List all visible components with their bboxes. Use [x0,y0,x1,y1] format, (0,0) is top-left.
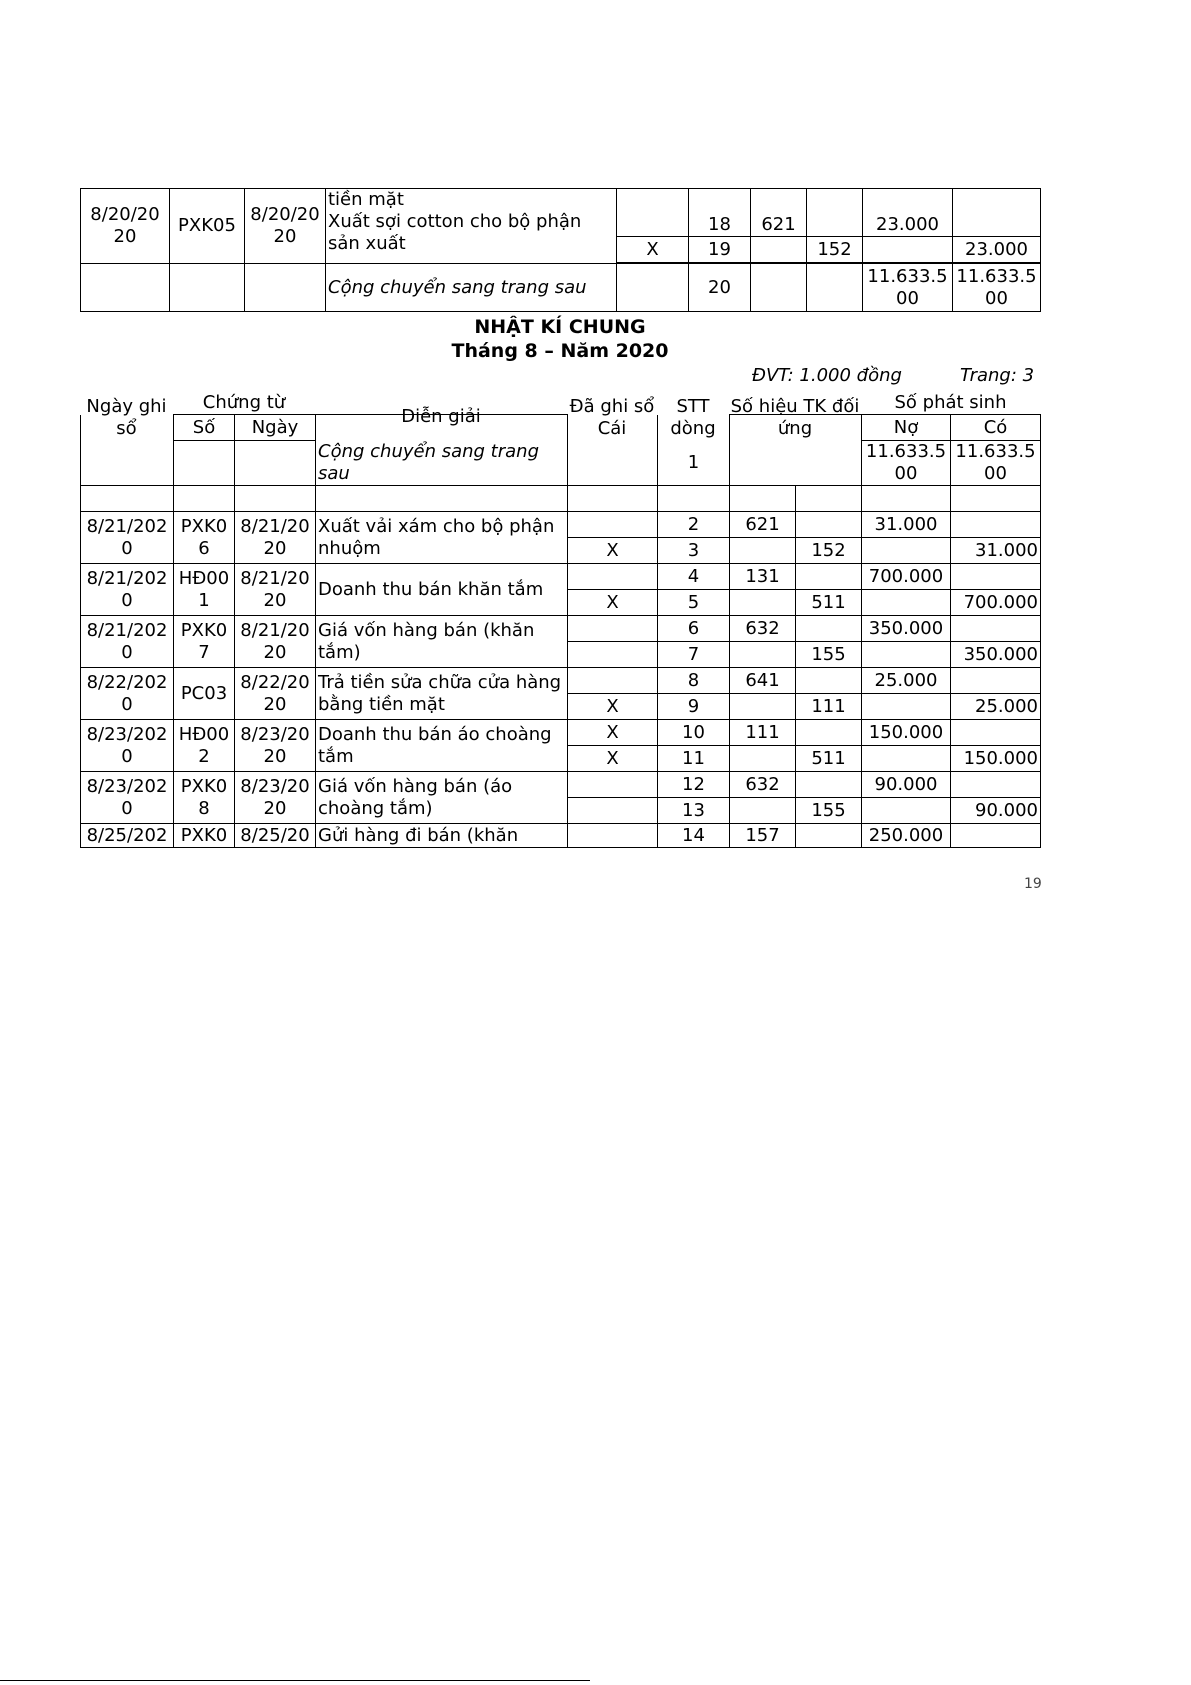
top-row-credit [953,189,1041,237]
top-row-doc-date: 8/20/20 20 [245,189,326,264]
journal-period: Tháng 8 – Năm 2020 [451,340,669,362]
entry-5b-posted: X [568,746,658,772]
entry-2-date: 8/21/202 0 [81,564,174,616]
entry-5-credit-account [796,720,862,746]
header-so: Số [174,415,235,441]
entry-7-debit: 250.000 [862,824,951,848]
entry-5-date: 8/23/202 0 [81,720,174,772]
entry-2-doc-date: 8/21/20 20 [235,564,316,616]
entry-6-debit-account: 632 [730,772,796,798]
entry-5-doc-no: HĐ00 2 [174,720,235,772]
entry-4b-credit-account: 111 [796,694,862,720]
carry-description: Cộng chuyển sang trang sau [316,441,568,486]
entry-1-doc-date: 8/21/20 20 [235,512,316,564]
top-row-credit-account [807,189,863,237]
entry-4-doc-date: 8/22/20 20 [235,668,316,720]
entry-5b-credit-account: 511 [796,746,862,772]
top-row2-posted: X [617,237,689,263]
top-row-debit-account: 621 [751,189,807,237]
carry-spacer-date [81,486,174,512]
entry-4-description: Trả tiền sửa chữa cửa hàng bằng tiền mặt [316,668,568,720]
carry-spacer-debit [862,486,951,512]
entry-7-stt: 14 [658,824,730,848]
entry-6-stt: 12 [658,772,730,798]
entry-1-posted [568,512,658,538]
entry-2b-credit-account: 511 [796,590,862,616]
entry-3-credit-account [796,616,862,642]
header-co: Có [951,415,1041,441]
entry-6b-debit-account [730,798,796,824]
entry-2b-stt: 5 [658,590,730,616]
carry-posted [568,441,658,486]
entry-2b-debit-account [730,590,796,616]
entry-3-stt: 6 [658,616,730,642]
entry-4-date: 8/22/202 0 [81,668,174,720]
main-header-tk-cell [730,415,862,441]
entry-3-doc-no: PXK0 7 [174,616,235,668]
main-header-stt-cell [658,415,730,441]
entry-7-credit [951,824,1041,848]
entry-1-doc-no: PXK0 6 [174,512,235,564]
entry-6-credit [951,772,1041,798]
entry-3-posted [568,616,658,642]
entry-2-debit: 700.000 [862,564,951,590]
entry-6b-debit [862,798,951,824]
entry-3b-debit [862,642,951,668]
carry-doc-no [174,441,235,486]
entry-7-posted [568,824,658,848]
entry-6-debit: 90.000 [862,772,951,798]
main-header-dien-giai-cell [316,415,568,441]
entry-5b-credit: 150.000 [951,746,1041,772]
entry-1b-stt: 3 [658,538,730,564]
general-journal-table [80,414,1041,848]
journal-title: NHẬT KÍ CHUNG [474,316,646,338]
entry-7-debit-account: 157 [730,824,796,848]
carry-spacer-ngay [235,486,316,512]
entry-6b-credit-account: 155 [796,798,862,824]
entry-5-doc-date: 8/23/20 20 [235,720,316,772]
top-total-doc-no [170,264,245,312]
top-row-desc-main: Xuất sợi cotton cho bộ phận sản xuất [328,211,582,254]
carry-doc-date [235,441,316,486]
entry-6-posted [568,772,658,798]
entry-4b-debit-account [730,694,796,720]
main-header-ngay-cell [81,415,174,486]
top-total-description: Cộng chuyển sang trang sau [326,264,617,312]
header-so-phat-sinh: Số phát sinh [894,392,1007,413]
entry-3b-credit-account: 155 [796,642,862,668]
entry-7-description: Gửi hàng đi bán (khăn [316,824,568,848]
entry-2-description: Doanh thu bán khăn tắm [316,564,568,616]
entry-3b-debit-account [730,642,796,668]
carry-stt: 1 [658,441,730,486]
carry-spacer-desc [316,486,568,512]
entry-5-debit-account: 111 [730,720,796,746]
header-dien-giai: Diễn giải [401,406,481,427]
top-row-stt: 18 [689,189,751,237]
carry-spacer-no [174,486,235,512]
entry-5b-stt: 11 [658,746,730,772]
entry-7-credit-account [796,824,862,848]
entry-3b-stt: 7 [658,642,730,668]
entry-2b-posted: X [568,590,658,616]
header-so-hieu-tk: Số hiệu TK đối ứng [730,396,860,439]
entry-4-credit [951,668,1041,694]
entry-4b-credit: 25.000 [951,694,1041,720]
top-total-debit-account [751,264,807,312]
top-total-credit: 11.633.5 00 [953,264,1041,312]
header-ngay-ghi-so: Ngày ghi sổ [86,396,167,439]
entry-1b-credit-account: 152 [796,538,862,564]
entry-7-date: 8/25/202 [81,824,174,848]
entry-2-posted [568,564,658,590]
entry-4-credit-account [796,668,862,694]
entry-4-posted [568,668,658,694]
entry-6b-credit: 90.000 [951,798,1041,824]
entry-1-description: Xuất vải xám cho bộ phận nhuộm [316,512,568,564]
previous-page-table [80,188,1041,312]
entry-5-posted: X [568,720,658,746]
entry-7-doc-date: 8/25/20 [235,824,316,848]
top-row-debit: 23.000 [863,189,953,237]
entry-6-doc-no: PXK0 8 [174,772,235,824]
top-row-description [326,189,617,264]
footer-rule [0,1680,590,1681]
entry-1b-debit [862,538,951,564]
journal-page: Trang: 3 [960,365,1035,386]
carry-credit: 11.633.5 00 [951,441,1041,486]
top-row2-debit-account [751,237,807,263]
carry-accounts [730,441,862,486]
top-row2-stt: 19 [689,237,751,263]
header-ngay: Ngày [235,415,316,441]
entry-2-debit-account: 131 [730,564,796,590]
entry-6b-stt: 13 [658,798,730,824]
entry-1-stt: 2 [658,512,730,538]
top-total-stt: 20 [689,264,751,312]
entry-1-date: 8/21/202 0 [81,512,174,564]
entry-5-description: Doanh thu bán áo choàng tắm [316,720,568,772]
entry-5-stt: 10 [658,720,730,746]
entry-5b-debit [862,746,951,772]
entry-1-debit-account: 621 [730,512,796,538]
entry-4-debit-account: 641 [730,668,796,694]
top-total-doc-date [245,264,326,312]
top-total-posted [617,264,689,312]
entry-3-date: 8/21/202 0 [81,616,174,668]
entry-1-debit: 31.000 [862,512,951,538]
header-chung-tu: Chứng từ [202,392,286,413]
entry-2-doc-no: HĐ00 1 [174,564,235,616]
top-row-doc-no: PXK05 [170,189,245,264]
journal-unit: ĐVT: 1.000 đồng [752,365,902,386]
entry-3-doc-date: 8/21/20 20 [235,616,316,668]
entry-1-credit-account [796,512,862,538]
top-row2-credit-account: 152 [807,237,863,263]
top-row-desc-prev: tiền mặt [328,189,404,210]
entry-6-doc-date: 8/23/20 20 [235,772,316,824]
page-number: 19 [1024,876,1042,892]
entry-5-debit: 150.000 [862,720,951,746]
carry-spacer-tk1 [730,486,796,512]
entry-2-credit [951,564,1041,590]
carry-spacer-posted [568,486,658,512]
entry-3-debit: 350.000 [862,616,951,642]
carry-spacer-credit [951,486,1041,512]
entry-5-credit [951,720,1041,746]
entry-4b-debit [862,694,951,720]
entry-2-credit-account [796,564,862,590]
top-row-posted [617,189,689,237]
entry-4b-stt: 9 [658,694,730,720]
entry-1b-debit-account [730,538,796,564]
entry-2-stt: 4 [658,564,730,590]
carry-spacer-tk2 [796,486,862,512]
entry-2b-credit: 700.000 [951,590,1041,616]
entry-1-credit [951,512,1041,538]
entry-6-credit-account [796,772,862,798]
entry-7-doc-no: PXK0 [174,824,235,848]
entry-4-debit: 25.000 [862,668,951,694]
entry-3b-posted [568,642,658,668]
top-total-date [81,264,170,312]
entry-5b-debit-account [730,746,796,772]
top-row2-debit [863,237,953,263]
entry-2b-debit [862,590,951,616]
entry-6-date: 8/23/202 0 [81,772,174,824]
entry-6-description: Giá vốn hàng bán (áo choàng tắm) [316,772,568,824]
entry-1b-posted: X [568,538,658,564]
entry-3-credit [951,616,1041,642]
top-total-debit: 11.633.5 00 [863,264,953,312]
header-da-ghi-so-cai: Đã ghi sổ Cái [569,396,655,439]
entry-4b-posted: X [568,694,658,720]
top-total-credit-account [807,264,863,312]
entry-3-description: Giá vốn hàng bán (khăn tắm) [316,616,568,668]
entry-3b-credit: 350.000 [951,642,1041,668]
top-row2-credit: 23.000 [953,237,1041,263]
main-header-da-ghi-cell [568,415,658,441]
top-row-date: 8/20/20 20 [81,189,170,264]
header-stt-dong: STT dòng [670,396,716,439]
entry-3-debit-account: 632 [730,616,796,642]
entry-1b-credit: 31.000 [951,538,1041,564]
carry-spacer-stt [658,486,730,512]
entry-4-stt: 8 [658,668,730,694]
header-no: Nợ [862,415,951,441]
carry-debit: 11.633.5 00 [862,441,951,486]
entry-4-doc-no: PC03 [174,668,235,720]
entry-6b-posted [568,798,658,824]
